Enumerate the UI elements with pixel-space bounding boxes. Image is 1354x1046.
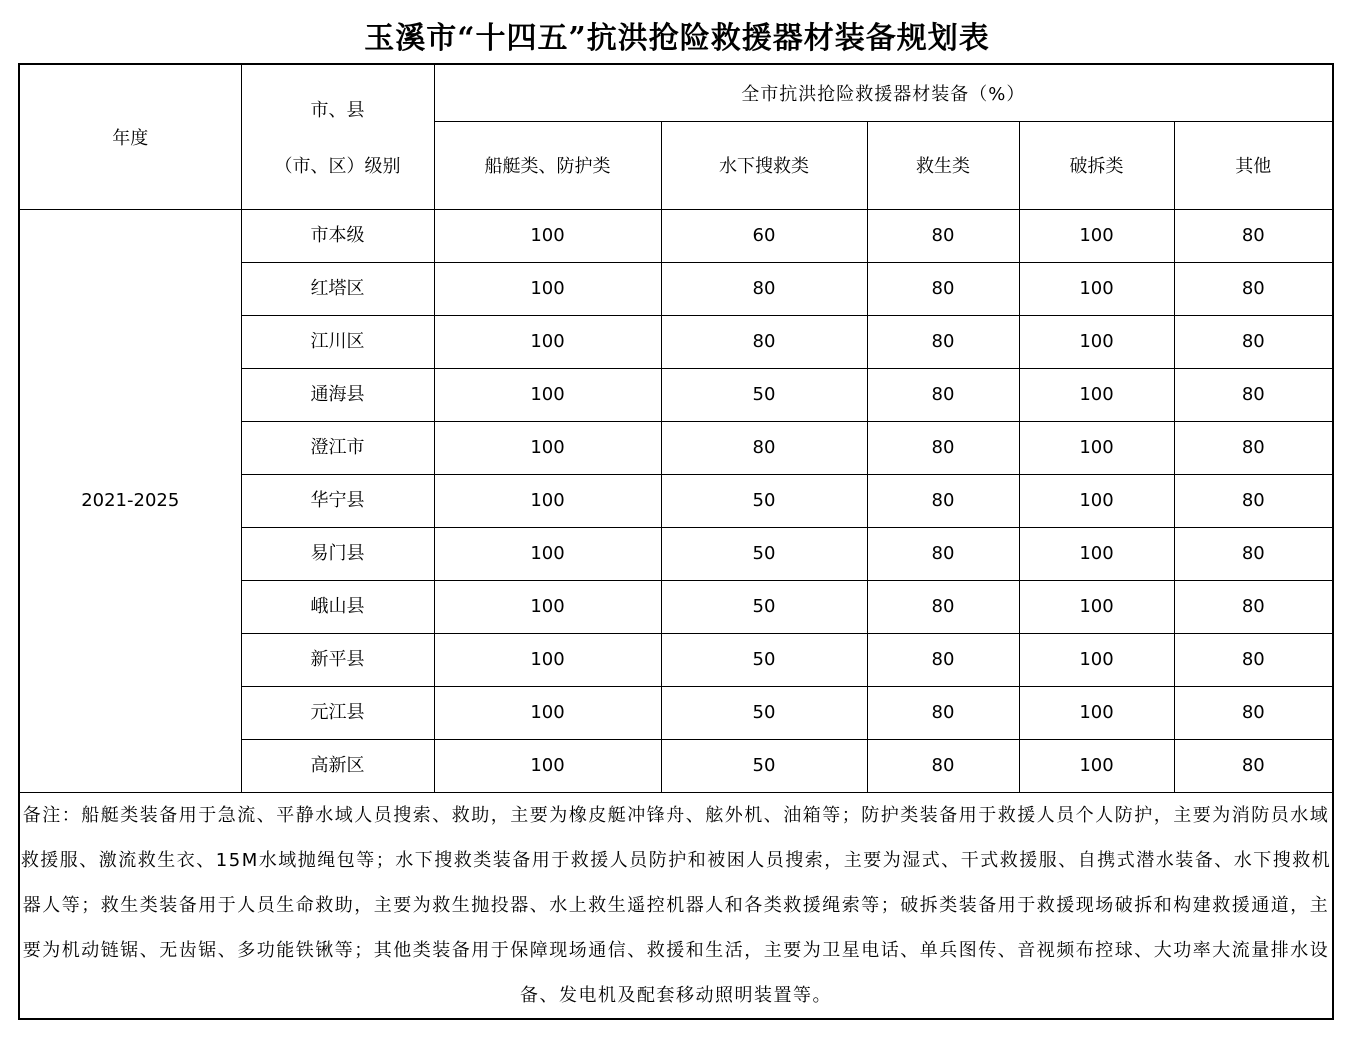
value-cell: 100 — [434, 315, 661, 368]
note-text: 备注：船艇类装备用于急流、平静水域人员搜索、救助，主要为橡皮艇冲锋舟、舷外机、油箱等；防护类装备用于救援人员个人防护，主要为消防员水域救援服、激流救生衣、15M水域抛绳包等；水下搜救类装备用于救援人员防护和被困人员搜索，主要为湿式、干式救援服、自携式潜水装备、水下搜救机器人等；救生类装备用于人员生命救助，主要为救生抛投器、水上救生遥控机器人和各类救援绳索等；破拆类装备用于救援现场破拆和构建救援通道，主要为机动链锯、无齿锯、多功能铁锹等；其他类装备用于保障现场通信、救援和生活，主要为卫星电话、单兵图传、音视频布控球、大功率大流量排水设备、发电机及配套移动照明装置等。 — [19, 792, 1333, 1019]
value-cell: 80 — [661, 421, 867, 474]
note-row — [19, 792, 1333, 1019]
value-cell: 50 — [661, 686, 867, 739]
value-cell: 80 — [1174, 527, 1333, 580]
value-cell: 80 — [661, 315, 867, 368]
value-cell: 100 — [434, 368, 661, 421]
value-cell: 80 — [867, 209, 1019, 262]
level-cell: 高新区 — [241, 739, 434, 792]
equipment-plan-table — [18, 63, 1334, 1020]
value-cell: 100 — [434, 527, 661, 580]
value-cell: 50 — [661, 739, 867, 792]
year-cell: 2021-2025 — [19, 209, 241, 792]
value-cell: 80 — [867, 527, 1019, 580]
value-cell: 50 — [661, 368, 867, 421]
value-cell: 100 — [1019, 580, 1174, 633]
value-cell: 80 — [1174, 262, 1333, 315]
level-cell: 峨山县 — [241, 580, 434, 633]
value-cell: 80 — [867, 315, 1019, 368]
level-header-line2: （市、区）级别 — [274, 155, 401, 177]
value-cell: 80 — [1174, 315, 1333, 368]
value-cell: 50 — [661, 474, 867, 527]
level-header — [241, 64, 434, 209]
year-header: 年度 — [19, 64, 241, 209]
value-cell: 80 — [661, 262, 867, 315]
value-cell: 80 — [1174, 686, 1333, 739]
column-header-boats-protection: 船艇类、防护类 — [434, 121, 661, 209]
column-header-other: 其他 — [1174, 121, 1333, 209]
value-cell: 80 — [867, 686, 1019, 739]
value-cell: 100 — [434, 633, 661, 686]
level-cell: 红塔区 — [241, 262, 434, 315]
value-cell: 100 — [1019, 474, 1174, 527]
value-cell: 100 — [434, 209, 661, 262]
value-cell: 100 — [434, 421, 661, 474]
value-cell: 100 — [1019, 633, 1174, 686]
value-cell: 60 — [661, 209, 867, 262]
level-cell: 市本级 — [241, 209, 434, 262]
value-cell: 80 — [867, 474, 1019, 527]
value-cell: 80 — [1174, 739, 1333, 792]
value-cell: 100 — [434, 262, 661, 315]
value-cell: 80 — [1174, 368, 1333, 421]
column-header-lifesaving: 救生类 — [867, 121, 1019, 209]
value-cell: 80 — [867, 368, 1019, 421]
value-cell: 80 — [1174, 580, 1333, 633]
value-cell: 100 — [1019, 209, 1174, 262]
value-cell: 80 — [867, 739, 1019, 792]
column-header-demolition: 破拆类 — [1019, 121, 1174, 209]
level-cell: 华宁县 — [241, 474, 434, 527]
value-cell: 50 — [661, 527, 867, 580]
level-cell: 新平县 — [241, 633, 434, 686]
level-cell: 易门县 — [241, 527, 434, 580]
value-cell: 100 — [1019, 315, 1174, 368]
group-header: 全市抗洪抢险救援器材装备（%） — [434, 64, 1333, 121]
level-cell: 通海县 — [241, 368, 434, 421]
value-cell: 100 — [434, 686, 661, 739]
level-cell: 江川区 — [241, 315, 434, 368]
value-cell: 80 — [867, 421, 1019, 474]
value-cell: 100 — [1019, 368, 1174, 421]
value-cell: 80 — [1174, 209, 1333, 262]
value-cell: 80 — [1174, 474, 1333, 527]
level-header-line1: 市、县 — [310, 99, 365, 121]
page-title: 玉溪市“十四五”抗洪抢险救援器材装备规划表 — [364, 21, 990, 56]
value-cell: 50 — [661, 633, 867, 686]
value-cell: 100 — [434, 580, 661, 633]
value-cell: 80 — [867, 633, 1019, 686]
table-row — [19, 209, 1333, 262]
value-cell: 100 — [434, 739, 661, 792]
value-cell: 100 — [1019, 527, 1174, 580]
level-cell: 澄江市 — [241, 421, 434, 474]
column-header-underwater-rescue: 水下搜救类 — [661, 121, 867, 209]
value-cell: 100 — [434, 474, 661, 527]
value-cell: 100 — [1019, 421, 1174, 474]
value-cell: 50 — [661, 580, 867, 633]
value-cell: 100 — [1019, 262, 1174, 315]
value-cell: 80 — [867, 262, 1019, 315]
level-cell: 元江县 — [241, 686, 434, 739]
value-cell: 100 — [1019, 739, 1174, 792]
value-cell: 80 — [1174, 421, 1333, 474]
value-cell: 80 — [1174, 633, 1333, 686]
value-cell: 100 — [1019, 686, 1174, 739]
value-cell: 80 — [867, 580, 1019, 633]
